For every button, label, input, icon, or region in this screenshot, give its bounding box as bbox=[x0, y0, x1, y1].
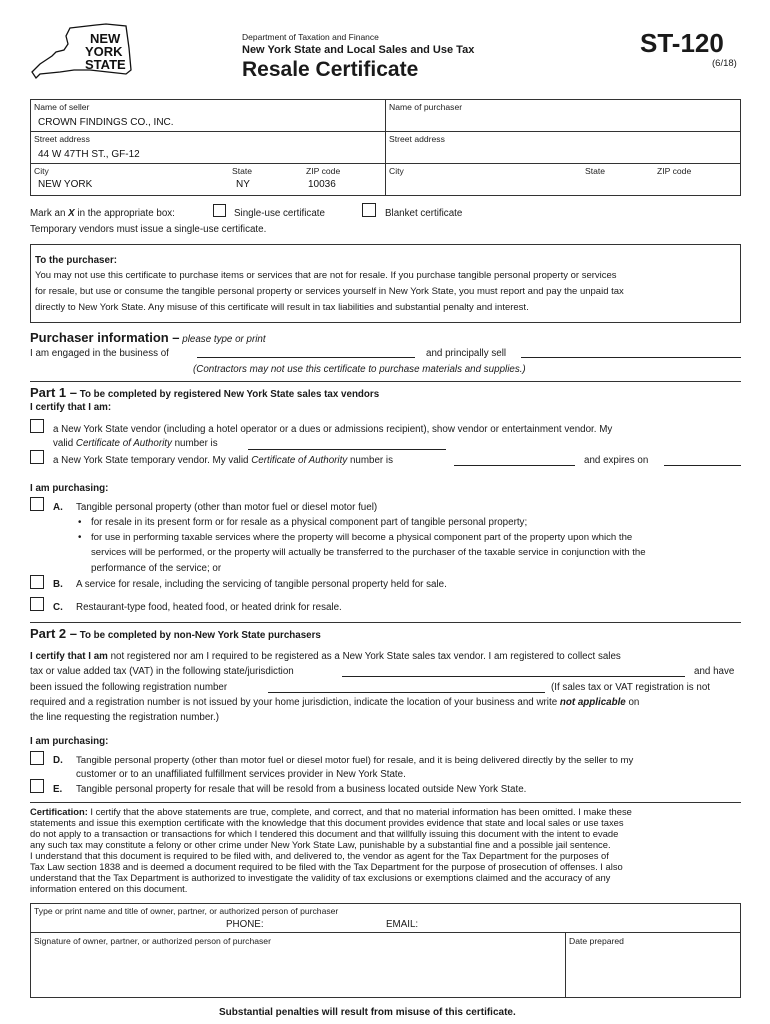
single-use-label: Single-use certificate bbox=[234, 208, 325, 219]
seller-zip-label: ZIP code bbox=[306, 166, 341, 176]
penalty-footer: Substantial penalties will result from misuse of this certificate. bbox=[219, 1007, 516, 1018]
part2-line4: required and a registration number is not issued by your home jurisdiction, indicate the location of your business and write not applicable on bbox=[30, 697, 640, 708]
option-d-checkbox[interactable] bbox=[30, 751, 44, 765]
option-a-bullet2-line3: performance of the service; or bbox=[91, 563, 222, 574]
registration-number-field[interactable] bbox=[268, 692, 545, 693]
purchaser-state-label: State bbox=[585, 166, 606, 176]
option-a-bullet2-line2: services will be performed, or the property will actually be transferred to the purchaser of the taxable service in conjunction with the bbox=[91, 547, 646, 558]
option-a-bullet1-dot: • bbox=[78, 517, 82, 528]
certification-label: Certification: bbox=[30, 806, 88, 817]
option-b-checkbox[interactable] bbox=[30, 575, 44, 589]
part2-rule bbox=[30, 622, 741, 623]
seller-name-value[interactable]: CROWN FINDINGS CO., INC. bbox=[38, 117, 174, 128]
option-a-checkbox[interactable] bbox=[30, 497, 44, 511]
name-title-field[interactable] bbox=[34, 916, 734, 930]
expires-on-label: and expires on bbox=[584, 455, 649, 466]
signature-label: Signature of owner, partner, or authorized person of purchaser bbox=[34, 936, 271, 946]
option-a-letter: A. bbox=[53, 502, 63, 513]
seller-street-value[interactable]: 44 W 47TH ST., GF-12 bbox=[38, 149, 140, 160]
purchaser-zip-label: ZIP code bbox=[657, 166, 692, 176]
seller-street-label: Street address bbox=[34, 134, 90, 144]
option-e-text: Tangible personal property for resale that will be resold from a business located outside New York State. bbox=[76, 784, 527, 795]
notice-line1: You may not use this certificate to purchase items or services that are not for resale. If you purchase tangible personal property or services bbox=[35, 270, 617, 281]
blanket-label: Blanket certificate bbox=[385, 208, 463, 219]
jurisdiction-field[interactable] bbox=[342, 676, 685, 677]
notice-line2: for resale, but use or consume the tangible personal property or services yourself in New York State, you must report and pay the unpaid tax bbox=[35, 286, 624, 297]
option-a-text: Tangible personal property (other than motor fuel or diesel motor fuel) bbox=[76, 502, 378, 513]
part2-heading: Part 2 – To be completed by non-New York State purchasers bbox=[30, 626, 321, 641]
single-use-checkbox[interactable] bbox=[213, 204, 226, 217]
option-d-line1: Tangible personal property (other than motor fuel or diesel motor fuel) for resale, and it is being delivered directly by the seller to my bbox=[76, 755, 634, 766]
date-prepared-label: Date prepared bbox=[569, 936, 624, 946]
engaged-in-business-label: I am engaged in the business of bbox=[30, 348, 169, 359]
part1-purchasing: I am purchasing: bbox=[30, 483, 109, 494]
option-temporary-vendor-text: a New York State temporary vendor. My valid Certificate of Authority number is bbox=[53, 455, 393, 466]
name-title-label: Type or print name and title of owner, partner, or authorized person of purchaser bbox=[34, 906, 339, 916]
option-a-bullet2-dot: • bbox=[78, 532, 82, 543]
option-d-letter: D. bbox=[53, 755, 63, 766]
signature-field[interactable] bbox=[34, 950, 559, 994]
part1-rule bbox=[30, 381, 741, 382]
notice-line3: directly to New York State. Any misuse of this certificate will result in tax liabilities and substantial penalty and interest. bbox=[35, 302, 529, 313]
form-revision-date: (6/18) bbox=[712, 58, 737, 69]
date-prepared-field[interactable] bbox=[569, 950, 737, 994]
part2-line2: tax or value added tax (VAT) in the following state/jurisdiction bbox=[30, 666, 294, 677]
option-b-text: A service for resale, including the servicing of tangible personal property held for sale. bbox=[76, 579, 447, 590]
part2-line5: the line requesting the registration number.) bbox=[30, 712, 219, 723]
seller-name-label: Name of seller bbox=[34, 102, 90, 112]
form-number: ST-120 bbox=[640, 28, 724, 58]
option-temporary-vendor-checkbox[interactable] bbox=[30, 450, 44, 464]
expiration-date-field[interactable] bbox=[664, 465, 741, 466]
part2-line2-end: and have bbox=[694, 666, 735, 677]
seller-city-label: City bbox=[34, 166, 49, 176]
logo-line3: STATE bbox=[85, 57, 126, 72]
purchaser-info-heading: Purchaser information – please type or print bbox=[30, 330, 266, 345]
purchaser-city-label: City bbox=[389, 166, 404, 176]
principally-sell-label: and principally sell bbox=[426, 348, 507, 359]
option-e-checkbox[interactable] bbox=[30, 779, 44, 793]
principally-sell-field[interactable] bbox=[521, 357, 741, 358]
part1-heading: Part 1 – To be completed by registered New York State sales tax vendors bbox=[30, 385, 380, 400]
purchaser-street-label: Street address bbox=[389, 134, 445, 144]
phone-label: PHONE: bbox=[226, 919, 264, 930]
option-a-bullet1: for resale in its present form or for resale as a physical component part of tangible personal property; bbox=[91, 517, 528, 528]
option-e-letter: E. bbox=[53, 784, 63, 795]
seller-state-label: State bbox=[232, 166, 253, 176]
mark-instruction: Mark an X in the appropriate box: bbox=[30, 208, 175, 219]
option-d-line2: customer or to an unaffiliated fulfillment services provider in New York State. bbox=[76, 769, 406, 780]
new-york-state-logo bbox=[30, 22, 142, 82]
part2-purchasing: I am purchasing: bbox=[30, 736, 109, 747]
form-subtitle: New York State and Local Sales and Use Tax bbox=[242, 44, 475, 56]
temporary-vendor-note: Temporary vendors must issue a single-use certificate. bbox=[30, 224, 267, 235]
business-type-field[interactable] bbox=[197, 357, 415, 358]
option-nys-vendor-checkbox[interactable] bbox=[30, 419, 44, 433]
option-c-letter: C. bbox=[53, 602, 63, 613]
part2-line3: been issued the following registration number bbox=[30, 682, 228, 693]
department-name: Department of Taxation and Finance bbox=[242, 32, 379, 42]
seller-state-value[interactable]: NY bbox=[236, 179, 250, 190]
part1-certify: I certify that I am: bbox=[30, 402, 112, 413]
email-label: EMAIL: bbox=[386, 919, 419, 930]
certification-text: Certification: I certify that the above statements are true, complete, and correct, and that no material information has been omitted. I make these statements and issue this exemption certificate with the knowledge that this document provides evidence that state and local sales or use taxes do not apply to a transaction or transactions for which I tendered this document and that willfully issuing this document with the intent to evade any such tax may constitute a felony or other crime under New York State Law, punishable by a substantial fine and a possible jail sentence. I understand that this document is required to be filed with, and delivered to, the vendor as agent for the Tax Department for the purposes of Tax Law section 1838 and is deemed a document required to be filed with the Tax Department for the purpose of prosecution of offenses. I also understand that the Tax Department is authorized to investigate the validity of tax exclusions or exemptions claimed and the accuracy of any information entered on this document. bbox=[30, 806, 632, 894]
temporary-authority-number-field[interactable] bbox=[454, 465, 575, 466]
option-nys-vendor-text: a New York State vendor (including a hotel operator or a dues or admissions recipient), show vendor or entertainment vendor. My bbox=[53, 424, 613, 435]
seller-city-value[interactable]: NEW YORK bbox=[38, 179, 93, 190]
option-c-text: Restaurant-type food, heated food, or heated drink for resale. bbox=[76, 602, 342, 613]
certification-rule bbox=[30, 802, 741, 803]
form-title: Resale Certificate bbox=[242, 58, 419, 81]
option-a-bullet2-line1: for use in performing taxable services where the property will become a physical component part of the property upon which the bbox=[91, 532, 633, 543]
table-divider bbox=[385, 99, 386, 196]
part2-line1: I certify that I am not registered nor am I required to be registered as a New York State sales tax vendor. I am registered to collect sales bbox=[30, 651, 621, 662]
option-c-checkbox[interactable] bbox=[30, 597, 44, 611]
notice-heading: To the purchaser: bbox=[35, 255, 118, 266]
purchaser-name-label: Name of purchaser bbox=[389, 102, 463, 112]
blanket-checkbox[interactable] bbox=[362, 203, 376, 217]
logo-line1: NEW bbox=[90, 31, 121, 46]
option-nys-vendor-authority: valid Certificate of Authority number is bbox=[53, 438, 218, 449]
seller-zip-value[interactable]: 10036 bbox=[308, 179, 336, 190]
logo-line2: YORK bbox=[85, 44, 123, 59]
option-b-letter: B. bbox=[53, 579, 63, 590]
contractors-note: (Contractors may not use this certificate to purchase materials and supplies.) bbox=[193, 364, 526, 375]
part2-line3-end: (If sales tax or VAT registration is not bbox=[551, 682, 710, 693]
authority-number-field[interactable] bbox=[248, 449, 446, 450]
